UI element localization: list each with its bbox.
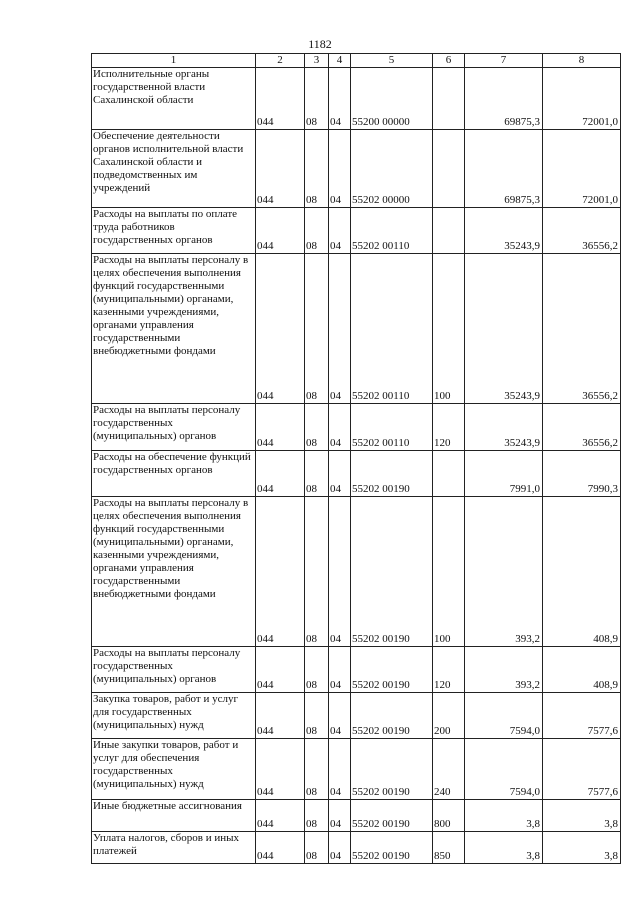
row-pr: 04 (329, 800, 351, 832)
row-sum-1: 35243,9 (465, 254, 543, 404)
row-vr: 850 (433, 832, 465, 864)
row-ved: 044 (256, 800, 305, 832)
row-ved: 044 (256, 208, 305, 254)
row-rz: 08 (305, 68, 329, 130)
row-sum-2: 408,9 (543, 497, 621, 647)
row-ved: 044 (256, 739, 305, 800)
row-sum-2: 36556,2 (543, 254, 621, 404)
table-row (92, 130, 621, 208)
row-sum-2: 36556,2 (543, 208, 621, 254)
row-name: Расходы на выплаты по оплате труда работников государственных органов (92, 208, 256, 254)
row-pr: 04 (329, 130, 351, 208)
row-csr: 55202 00110 (351, 208, 433, 254)
row-rz: 08 (305, 800, 329, 832)
row-name: Расходы на выплаты персоналу государственных (муниципальных) органов (92, 647, 256, 693)
row-vr (433, 208, 465, 254)
row-sum-1: 7991,0 (465, 451, 543, 497)
row-csr: 55200 00000 (351, 68, 433, 130)
row-ved: 044 (256, 68, 305, 130)
row-sum-1: 3,8 (465, 800, 543, 832)
row-sum-1: 3,8 (465, 832, 543, 864)
row-name: Обеспечение деятельности органов исполнительной власти Сахалинской области и подведомственных им учреждений (92, 130, 256, 208)
row-rz: 08 (305, 130, 329, 208)
row-pr: 04 (329, 208, 351, 254)
row-sum-1: 35243,9 (465, 404, 543, 451)
row-sum-1: 69875,3 (465, 130, 543, 208)
row-vr (433, 68, 465, 130)
row-sum-2: 408,9 (543, 647, 621, 693)
row-pr: 04 (329, 404, 351, 451)
table-header-row (92, 54, 621, 68)
row-ved: 044 (256, 693, 305, 739)
row-pr: 04 (329, 254, 351, 404)
table-row (92, 404, 621, 451)
header-col-6: 6 (433, 54, 465, 68)
row-name: Исполнительные органы государственной власти Сахалинской области (92, 68, 256, 130)
table-row (92, 647, 621, 693)
row-name: Закупка товаров, работ и услуг для государственных (муниципальных) нужд (92, 693, 256, 739)
row-vr: 100 (433, 497, 465, 647)
row-sum-2: 7577,6 (543, 693, 621, 739)
row-ved: 044 (256, 130, 305, 208)
row-sum-2: 72001,0 (543, 130, 621, 208)
row-pr: 04 (329, 647, 351, 693)
row-csr: 55202 00190 (351, 497, 433, 647)
row-csr: 55202 00000 (351, 130, 433, 208)
row-pr: 04 (329, 693, 351, 739)
budget-table (91, 53, 621, 864)
row-csr: 55202 00190 (351, 832, 433, 864)
row-sum-2: 7990,3 (543, 451, 621, 497)
row-sum-1: 7594,0 (465, 693, 543, 739)
row-ved: 044 (256, 451, 305, 497)
row-rz: 08 (305, 497, 329, 647)
row-sum-1: 393,2 (465, 497, 543, 647)
table-row (92, 832, 621, 864)
table-row (92, 254, 621, 404)
header-col-3: 3 (305, 54, 329, 68)
row-rz: 08 (305, 647, 329, 693)
row-pr: 04 (329, 497, 351, 647)
row-pr: 04 (329, 739, 351, 800)
header-col-2: 2 (256, 54, 305, 68)
row-name: Иные закупки товаров, работ и услуг для обеспечения государственных (муниципальных) нужд (92, 739, 256, 800)
header-col-1: 1 (92, 54, 256, 68)
row-vr (433, 451, 465, 497)
row-rz: 08 (305, 404, 329, 451)
table-row (92, 693, 621, 739)
row-name: Расходы на обеспечение функций государственных органов (92, 451, 256, 497)
row-vr: 120 (433, 647, 465, 693)
row-csr: 55202 00110 (351, 404, 433, 451)
row-vr: 100 (433, 254, 465, 404)
row-sum-2: 3,8 (543, 832, 621, 864)
row-csr: 55202 00190 (351, 800, 433, 832)
row-name: Иные бюджетные ассигнования (92, 800, 256, 832)
row-ved: 044 (256, 647, 305, 693)
row-name: Расходы на выплаты персоналу государственных (муниципальных) органов (92, 404, 256, 451)
row-ved: 044 (256, 497, 305, 647)
row-sum-2: 7577,6 (543, 739, 621, 800)
row-csr: 55202 00190 (351, 693, 433, 739)
header-col-7: 7 (465, 54, 543, 68)
page-number: 1182 (308, 37, 332, 51)
row-pr: 04 (329, 451, 351, 497)
row-rz: 08 (305, 254, 329, 404)
row-name: Расходы на выплаты персоналу в целях обеспечения выполнения функций государственными (муниципальными) органами, казенными учреждениями, органами управления государственными внебюджетными фондами (92, 254, 256, 404)
table-row (92, 451, 621, 497)
table-row (92, 739, 621, 800)
table-row (92, 497, 621, 647)
row-ved: 044 (256, 254, 305, 404)
row-sum-2: 72001,0 (543, 68, 621, 130)
row-sum-2: 3,8 (543, 800, 621, 832)
row-vr: 240 (433, 739, 465, 800)
row-rz: 08 (305, 451, 329, 497)
row-csr: 55202 00190 (351, 647, 433, 693)
row-name: Расходы на выплаты персоналу в целях обеспечения выполнения функций государственными (муниципальными) органами, казенными учреждениями, органами управления государственными внебюджетными фондами (92, 497, 256, 647)
row-vr: 800 (433, 800, 465, 832)
row-sum-1: 69875,3 (465, 68, 543, 130)
row-csr: 55202 00190 (351, 451, 433, 497)
row-vr: 200 (433, 693, 465, 739)
header-col-4: 4 (329, 54, 351, 68)
row-rz: 08 (305, 832, 329, 864)
header-col-8: 8 (543, 54, 621, 68)
row-rz: 08 (305, 208, 329, 254)
row-rz: 08 (305, 693, 329, 739)
table-row (92, 208, 621, 254)
row-sum-2: 36556,2 (543, 404, 621, 451)
row-sum-1: 35243,9 (465, 208, 543, 254)
table-row (92, 800, 621, 832)
row-csr: 55202 00110 (351, 254, 433, 404)
row-vr (433, 130, 465, 208)
row-pr: 04 (329, 832, 351, 864)
row-sum-1: 7594,0 (465, 739, 543, 800)
row-sum-1: 393,2 (465, 647, 543, 693)
row-ved: 044 (256, 832, 305, 864)
header-col-5: 5 (351, 54, 433, 68)
row-ved: 044 (256, 404, 305, 451)
row-rz: 08 (305, 739, 329, 800)
row-vr: 120 (433, 404, 465, 451)
table-row (92, 68, 621, 130)
row-name: Уплата налогов, сборов и иных платежей (92, 832, 256, 864)
row-csr: 55202 00190 (351, 739, 433, 800)
row-pr: 04 (329, 68, 351, 130)
